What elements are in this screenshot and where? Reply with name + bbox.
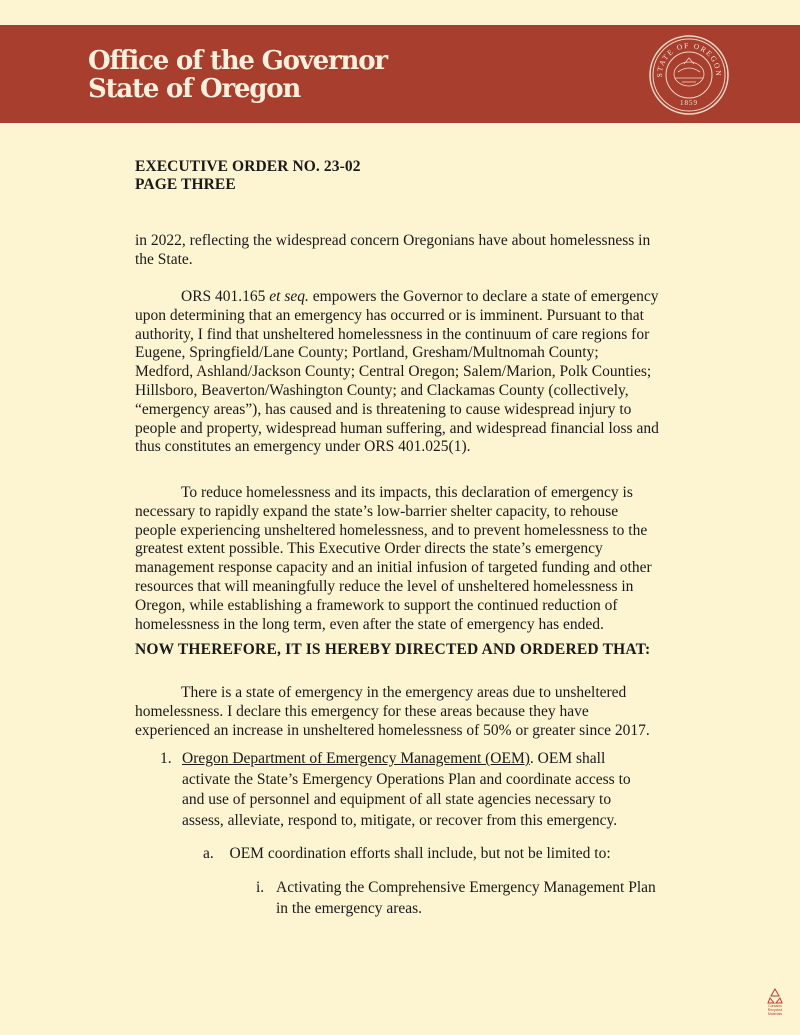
letterhead-title — [88, 47, 387, 103]
svg-text:Recycled: Recycled — [767, 1008, 783, 1012]
seal-state-text: STATE OF OREGON — [654, 40, 724, 78]
page-label: PAGE THREE — [135, 176, 236, 193]
et-seq-italic: et seq. — [269, 288, 309, 305]
oem-title: Oregon Department of Emergency Management (OEM) — [182, 750, 530, 767]
svg-text:STATE OF OREGON — [655, 41, 723, 78]
roman-item-text: Activating the Comprehensive Emergency Management Plan in the emergency areas. — [276, 879, 656, 917]
svg-text:Materials: Materials — [767, 1012, 783, 1015]
list-item-text: Oregon Department of Emergency Management (OEM). OEM shall activate the State’s Emergency Operations Plan and coordinate access to and use of personnel and equipment of all state agencies necessary to assess, alleviate, respond to, mitigate, or recover from this emergency. — [182, 750, 631, 829]
sublist-letter: a. — [203, 845, 214, 862]
directive-heading: NOW THEREFORE, IT IS HEREBY DIRECTED AND ORDERED THAT: — [135, 641, 651, 658]
order-number: EXECUTIVE ORDER NO. 23-02 — [135, 158, 361, 175]
paragraph-authority: ORS 401.165 et seq. empowers the Governor to declare a state of emergency upon determining that an emergency has occurred or is imminent. Pursuant to that authority, I find that unsheltered homelessness in the continuum of care regions for Eugene, Springfield/Lane County; Portland, Gresham/Multnomah County; Medford, Ashland/Jackson County; Central Oregon; Salem/Marion, Polk Counties; Hillsboro, Beaverton/Washington County; and Clackamas County (collectively, “emergency areas”), has caused and is threatening to cause widespread injury to people and property, widespread human suffering, and widespread financial loss and thus constitutes an emergency under ORS 401.025(1). — [135, 288, 659, 456]
paragraph-purpose: To reduce homelessness and its impacts, this declaration of emergency is necessary to rapidly expand the state’s low-barrier shelter capacity, to rehouse people experiencing unsheltered homelessness, and to prevent homelessness to the greatest extent possible. This Executive Order directs the state’s emergency management response capacity and an initial infusion of targeted funding and other resources that will meaningfully reduce the level of unsheltered homelessness in Oregon, while establishing a framework to support the continued reduction of homelessness in the long term, even after the state of emergency has ended. — [135, 484, 652, 633]
recycled-paper-icon — [765, 987, 785, 1015]
list-number: 1. — [160, 750, 172, 767]
paragraph-declaration: There is a state of emergency in the emergency areas due to unsheltered homelessness. I declare this emergency for these areas because they have experienced an increase in unsheltered homelessness of 50% or greater since 2017. — [135, 684, 650, 739]
roman-numeral: i. — [256, 879, 265, 896]
state-title: State of Oregon — [88, 74, 301, 104]
order-heading — [135, 158, 361, 194]
paragraph-continuation: in 2022, reflecting the widespread concern Oregonians have about homelessness in the State. — [135, 232, 651, 268]
sublist-text: OEM coordination efforts shall include, but not be limited to: — [229, 845, 611, 862]
office-title: Office of the Governor — [88, 46, 387, 76]
svg-text:Contains: Contains — [768, 1004, 782, 1008]
state-seal-icon — [648, 34, 730, 116]
sublist-item-a — [203, 845, 611, 863]
seal-year: 1859 — [680, 99, 698, 107]
